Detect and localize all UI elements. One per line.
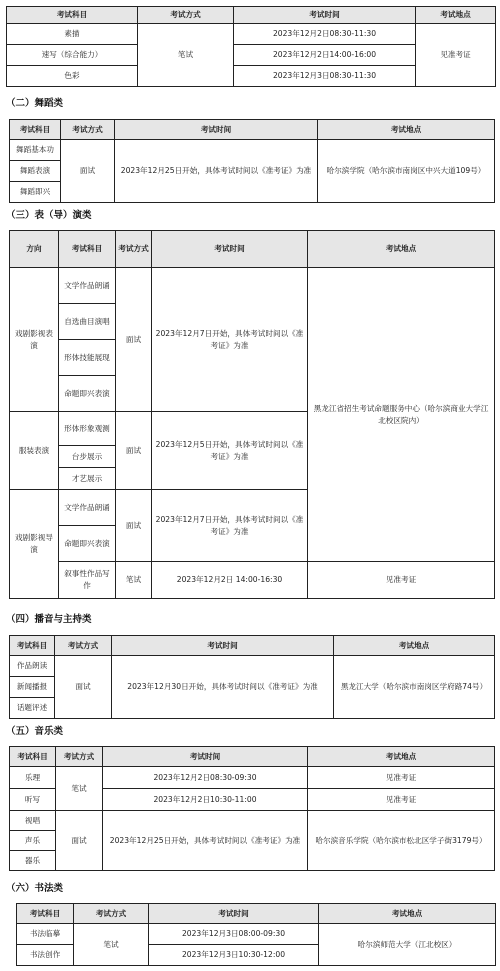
time-cell: 2023年12月25日开始，具体考试时间以《准考证》为准: [115, 140, 318, 203]
method-cell: 面试: [61, 140, 115, 203]
header-subject: 考试科目: [59, 231, 116, 268]
header-location: 考试地点: [308, 231, 495, 268]
method-cell: 面试: [116, 490, 152, 562]
time-cell: 2023年12月25日开始，具体考试时间以《准考证》为准: [103, 811, 308, 871]
subject-cell: 器乐: [10, 851, 56, 871]
header-subject: 考试科目: [10, 120, 61, 140]
method-cell: 面试: [55, 656, 112, 719]
music-exam-table: [9, 746, 495, 871]
time-cell: 2023年12月2日08:30-11:30: [234, 24, 416, 45]
subject-cell: 形体技能展现: [59, 340, 116, 376]
header-subject: 考试科目: [10, 636, 55, 656]
subject-cell: 舞蹈即兴: [10, 182, 61, 203]
header-location: 考试地点: [319, 904, 496, 924]
header-method: 考试方式: [61, 120, 115, 140]
calligraphy-exam-table: [16, 903, 496, 966]
broadcast-exam-table: [9, 635, 495, 719]
time-cell: 2023年12月2日08:30-09:30: [103, 767, 308, 789]
location-cell: 见准考证: [308, 767, 495, 789]
subject-cell: 作品朗读: [10, 656, 55, 677]
header-direction: 方向: [10, 231, 59, 268]
subject-cell: 舞蹈表演: [10, 161, 61, 182]
header-time: 考试时间: [149, 904, 319, 924]
header-time: 考试时间: [115, 120, 318, 140]
subject-cell: 命题即兴表演: [59, 376, 116, 412]
header-method: 考试方式: [55, 636, 112, 656]
time-cell: 2023年12月3日08:30-11:30: [234, 66, 416, 87]
time-cell: 2023年12月5日开始，具体考试时间以《准考证》为准: [152, 412, 308, 490]
subject-cell: 自选曲目演唱: [59, 304, 116, 340]
subject-cell: 叙事性作品写作: [59, 562, 116, 599]
header-subject: 考试科目: [7, 7, 138, 24]
time-cell: 2023年12月7日开始，具体考试时间以《准考证》为准: [152, 490, 308, 562]
subject-cell: 话题评述: [10, 698, 55, 719]
subject-cell: 新闻播报: [10, 677, 55, 698]
section-title-drama: （三）表（导）演类: [6, 210, 92, 221]
dance-exam-table: [9, 119, 495, 203]
subject-cell: 才艺展示: [59, 468, 116, 490]
location-cell: 哈尔滨音乐学院（哈尔滨市松北区学子街3179号）: [308, 811, 495, 871]
time-cell: 2023年12月2日14:00-16:00: [234, 45, 416, 66]
method-cell: 面试: [116, 268, 152, 412]
subject-cell: 形体形象观测: [59, 412, 116, 446]
subject-cell: 书法临摹: [17, 924, 74, 945]
subject-cell: 素描: [7, 24, 138, 45]
section-title-broadcast: （四）播音与主持类: [6, 614, 92, 625]
subject-cell: 乐理: [10, 767, 56, 789]
section-title-dance: （二）舞蹈类: [6, 98, 64, 109]
subject-cell: 视唱: [10, 811, 56, 831]
method-cell: 面试: [56, 811, 103, 871]
header-method: 考试方式: [138, 7, 234, 24]
subject-cell: 书法创作: [17, 945, 74, 966]
direction-cell: 服装表演: [10, 412, 59, 490]
time-cell: 2023年12月3日08:00-09:30: [149, 924, 319, 945]
subject-cell: 色彩: [7, 66, 138, 87]
subject-cell: 声乐: [10, 831, 56, 851]
method-cell: 面试: [116, 412, 152, 490]
time-cell: 2023年12月2日 14:00-16:30: [152, 562, 308, 599]
location-cell: 黑龙江省招生考试命题服务中心（哈尔滨商业大学江北校区院内）: [308, 268, 495, 562]
header-location: 考试地点: [416, 7, 496, 24]
direction-cell: 戏剧影视表演: [10, 268, 59, 412]
header-subject: 考试科目: [10, 747, 56, 767]
header-time: 考试时间: [152, 231, 308, 268]
time-cell: 2023年12月3日10:30-12:00: [149, 945, 319, 966]
location-cell: 见准考证: [416, 24, 496, 87]
header-location: 考试地点: [308, 747, 495, 767]
method-cell: 笔试: [138, 24, 234, 87]
subject-cell: 命题即兴表演: [59, 526, 116, 562]
header-time: 考试时间: [234, 7, 416, 24]
method-cell: 笔试: [56, 767, 103, 811]
subject-cell: 文学作品朗诵: [59, 490, 116, 526]
time-cell: 2023年12月30日开始，具体考试时间以《准考证》为准: [112, 656, 334, 719]
location-cell: 见准考证: [308, 562, 495, 599]
location-cell: 见准考证: [308, 789, 495, 811]
section-title-calligraphy: （六）书法类: [6, 883, 64, 894]
subject-cell: 速写（综合能力）: [7, 45, 138, 66]
drama-exam-table: [9, 230, 495, 599]
header-time: 考试时间: [103, 747, 308, 767]
header-method: 考试方式: [116, 231, 152, 268]
time-cell: 2023年12月7日开始，具体考试时间以《准考证》为准: [152, 268, 308, 412]
art-exam-table: [6, 6, 496, 87]
header-time: 考试时间: [112, 636, 334, 656]
location-cell: 黑龙江大学（哈尔滨市南岗区学府路74号）: [334, 656, 495, 719]
subject-cell: 舞蹈基本功: [10, 140, 61, 161]
header-location: 考试地点: [334, 636, 495, 656]
direction-cell: 戏剧影视导演: [10, 490, 59, 599]
subject-cell: 文学作品朗诵: [59, 268, 116, 304]
location-cell: 哈尔滨师范大学（江北校区）: [319, 924, 496, 966]
header-method: 考试方式: [56, 747, 103, 767]
header-method: 考试方式: [74, 904, 149, 924]
header-location: 考试地点: [318, 120, 495, 140]
time-cell: 2023年12月2日10:30-11:00: [103, 789, 308, 811]
method-cell: 笔试: [116, 562, 152, 599]
header-subject: 考试科目: [17, 904, 74, 924]
subject-cell: 台步展示: [59, 446, 116, 468]
subject-cell: 听写: [10, 789, 56, 811]
location-cell: 哈尔滨学院（哈尔滨市南岗区中兴大道109号）: [318, 140, 495, 203]
method-cell: 笔试: [74, 924, 149, 966]
section-title-music: （五）音乐类: [6, 726, 64, 737]
